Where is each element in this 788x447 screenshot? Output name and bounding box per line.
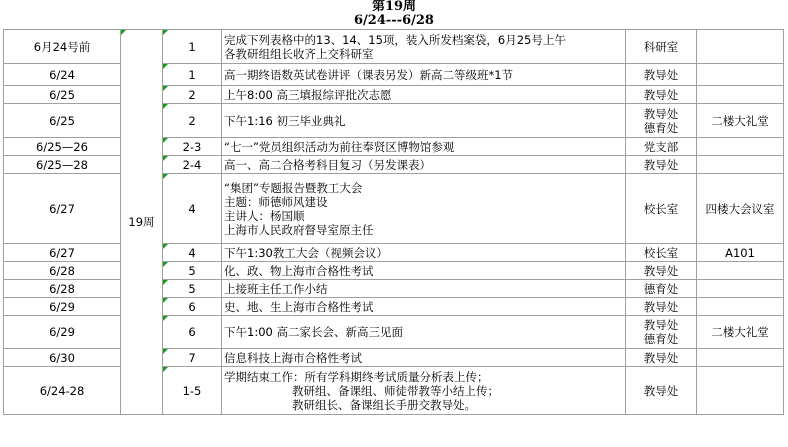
content-line: 上午8:00 高三填报综评批次志愿 <box>224 87 392 102</box>
content-cell <box>222 280 626 298</box>
date-cell: 6/24 <box>4 64 121 86</box>
location-cell: 二楼大礼堂 <box>697 104 784 138</box>
department-cell <box>626 86 697 104</box>
weekday-cell: 1-5 <box>163 367 222 415</box>
weekday-cell: 5 <box>163 262 222 280</box>
content-cell <box>222 244 626 262</box>
location-cell <box>697 349 784 367</box>
content-line: 下午1:30教工大会（视频会议） <box>224 245 388 260</box>
location-cell: 四楼大会议室 <box>697 174 784 244</box>
location-cell <box>697 138 784 156</box>
department-cell <box>626 64 697 86</box>
date-cell: 6/27 <box>4 174 121 244</box>
location-cell <box>697 64 784 86</box>
content-cell <box>222 298 626 316</box>
content-cell <box>222 156 626 174</box>
content-line: 化、政、物上海市合格性考试 <box>224 263 374 278</box>
department-cell <box>626 367 697 415</box>
date-cell: 6/28 <box>4 280 121 298</box>
department-line: 教导处 <box>643 350 679 365</box>
location-cell <box>697 262 784 280</box>
content-cell <box>222 64 626 86</box>
date-cell: 6月24号前 <box>4 30 121 64</box>
date-cell: 6/25 <box>4 86 121 104</box>
content-line: 上海市人民政府督导室原主任 <box>224 222 374 237</box>
department-cell <box>626 30 697 64</box>
department-cell <box>626 298 697 316</box>
content-line: 史、地、生上海市合格性考试 <box>224 299 374 314</box>
schedule-table <box>3 29 784 415</box>
content-line: 学期结束工作：所有学科期终考试质量分析表上传； <box>224 369 489 384</box>
weekday-cell: 7 <box>163 349 222 367</box>
date-cell: 6/25—28 <box>4 156 121 174</box>
department-line: 教导处 <box>643 299 679 314</box>
content-line: 各教研组组长收齐上交科研室 <box>224 46 374 61</box>
department-cell <box>626 262 697 280</box>
weekday-cell: 2-4 <box>163 156 222 174</box>
department-line: 德育处 <box>643 281 679 296</box>
schedule-body <box>4 30 784 415</box>
department-cell <box>626 156 697 174</box>
content-line: 主讲人：杨国顺 <box>224 208 305 223</box>
content-cell <box>222 86 626 104</box>
date-range: 6/24---6/28 <box>354 13 434 28</box>
weekday-cell: 6 <box>163 316 222 349</box>
location-cell: 二楼大礼堂 <box>697 316 784 349</box>
department-line: 德育处 <box>643 120 679 135</box>
department-line: 教导处 <box>643 383 679 398</box>
content-line: 信息科技上海市合格性考试 <box>224 350 362 365</box>
content-cell <box>222 367 626 415</box>
department-cell <box>626 280 697 298</box>
week-title: 第19周 <box>371 0 417 14</box>
content-line: 下午1:00 高二家长会、新高三见面 <box>224 325 403 339</box>
location-cell <box>697 156 784 174</box>
date-cell: 6/29 <box>4 316 121 349</box>
content-line: 高一期终语数英试卷讲评（课表另发）新高二等级班*1节 <box>224 67 514 82</box>
department-line: 教导处 <box>643 87 679 102</box>
content-line: “集团”专题报告暨教工大会 <box>224 180 363 195</box>
department-line: 党支部 <box>643 139 679 154</box>
department-cell <box>626 244 697 262</box>
department-line: 教导处 <box>643 157 679 172</box>
department-cell <box>626 316 697 349</box>
content-line: 教研组长、备课组长手册交教导处。 <box>292 397 476 412</box>
content-cell <box>222 349 626 367</box>
content-cell <box>222 138 626 156</box>
content-cell <box>222 316 626 349</box>
content-cell <box>222 104 626 138</box>
table-row <box>4 30 784 64</box>
location-cell <box>697 280 784 298</box>
location-cell <box>697 367 784 415</box>
department-line: 科研室 <box>643 39 679 54</box>
content-cell <box>222 30 626 64</box>
weekday-cell: 5 <box>163 280 222 298</box>
date-cell: 6/25 <box>4 104 121 138</box>
content-cell <box>222 262 626 280</box>
department-cell <box>626 104 697 138</box>
location-cell <box>697 86 784 104</box>
content-line: “七一”党员组织活动为前往奉贤区博物馆参观 <box>224 139 455 154</box>
content-cell <box>222 174 626 244</box>
location-cell <box>697 298 784 316</box>
weekday-cell: 6 <box>163 298 222 316</box>
weekday-cell: 4 <box>163 174 222 244</box>
weekday-cell: 1 <box>163 30 222 64</box>
date-cell: 6/28 <box>4 262 121 280</box>
date-cell: 6/27 <box>4 244 121 262</box>
location-cell: A101 <box>697 244 784 262</box>
weekday-cell: 2 <box>163 104 222 138</box>
department-line: 德育处 <box>643 332 679 346</box>
department-cell <box>626 174 697 244</box>
department-line: 校长室 <box>643 245 679 260</box>
content-line: 上接班主任工作小结 <box>224 281 328 296</box>
department-line: 校长室 <box>643 201 679 216</box>
content-line: 完成下列表格中的13、14、15项，装入所发档案袋，6月25号上午 <box>224 32 566 47</box>
content-line: 高一、高二合格考科目复习（另发课表） <box>224 157 431 172</box>
content-line: 下午1:16 初三毕业典礼 <box>224 113 346 128</box>
content-line: 主题：师德师风建设 <box>224 194 328 209</box>
department-line: 教导处 <box>643 67 679 82</box>
location-cell <box>697 30 784 64</box>
department-line: 教导处 <box>643 318 679 332</box>
department-cell <box>626 138 697 156</box>
weekday-cell: 2-3 <box>163 138 222 156</box>
week-cell: 19周 <box>121 30 163 415</box>
content-line: 教研组、备课组、师徒带教等小结上传； <box>292 383 499 398</box>
date-cell: 6/25—26 <box>4 138 121 156</box>
date-cell: 6/24-28 <box>4 367 121 415</box>
weekday-cell: 4 <box>163 244 222 262</box>
department-cell <box>626 349 697 367</box>
department-line: 教导处 <box>643 106 679 121</box>
weekday-cell: 1 <box>163 64 222 86</box>
department-line: 教导处 <box>643 263 679 278</box>
weekday-cell: 2 <box>163 86 222 104</box>
date-cell: 6/30 <box>4 349 121 367</box>
date-cell: 6/29 <box>4 298 121 316</box>
